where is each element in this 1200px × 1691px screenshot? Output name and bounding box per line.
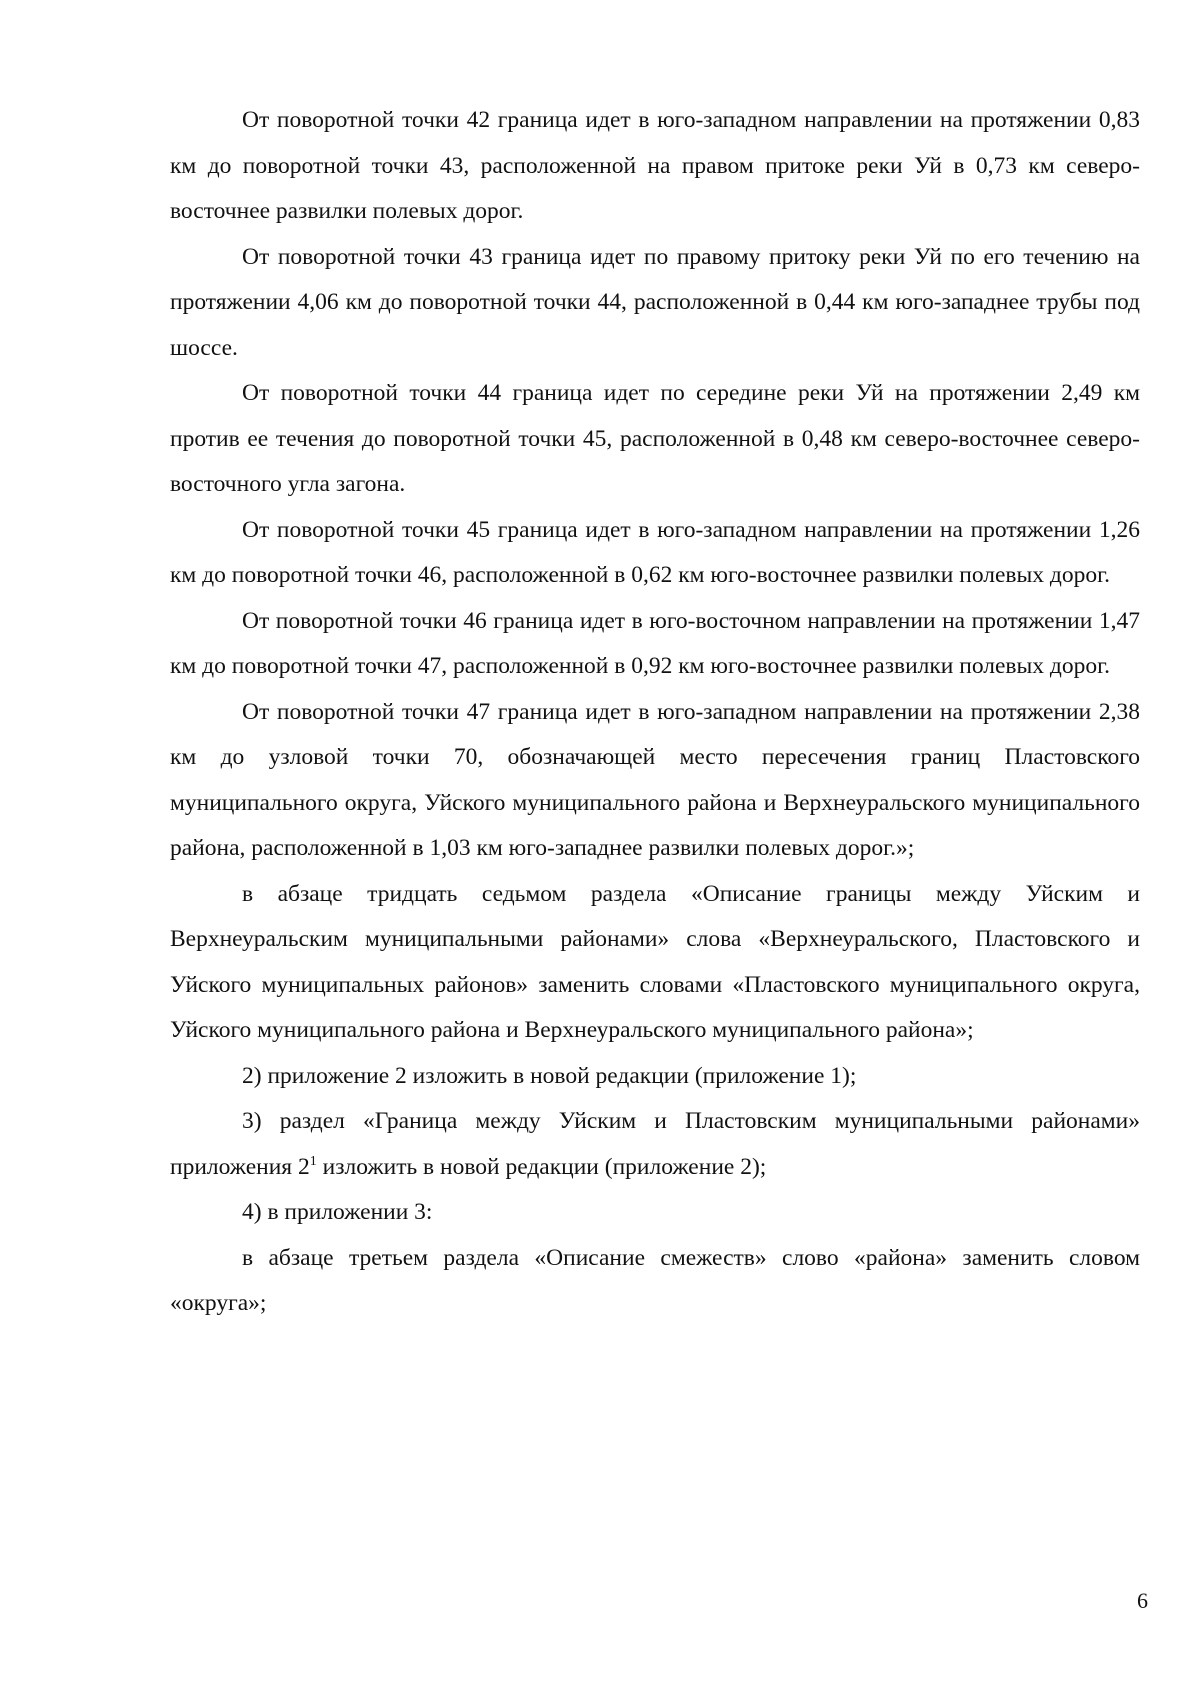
page-number: 6: [1137, 1588, 1148, 1613]
item-3-text: 3) раздел «Граница между Уйским и Пластовским муниципальными районами» приложения 2: [170, 1108, 1140, 1180]
paragraph-point-46: От поворотной точки 46 граница идет в юго-восточном направлении на протяжении 1,47 км до поворотной точки 47, расположенной в 0,92 км юго-восточнее развилки полевых дорог.: [170, 607, 1140, 679]
paragraph-item-3: [170, 1099, 1140, 1190]
item-3-text-end: изложить в новой редакции (приложение 2);: [316, 1153, 767, 1180]
appendix-superscript: 1: [309, 1153, 317, 1169]
paragraph-item-2: 2) приложение 2 изложить в новой редакции (приложение 1);: [242, 1062, 857, 1089]
paragraph-point-43: От поворотной точки 43 граница идет по правому притоку реки Уй по его течению на протяжении 4,06 км до поворотной точки 44, расположенной в 0,44 км юго-западнее трубы под шоссе.: [170, 243, 1140, 361]
paragraph-point-42: От поворотной точки 42 граница идет в юго-западном направлении на протяжении 0,83 км до поворотной точки 43, расположенной на правом притоке реки Уй в 0,73 км северо-восточнее развилки полевых дорог.: [170, 107, 1140, 224]
document-body: [170, 98, 1140, 1327]
paragraph-item-4: 4) в приложении 3:: [242, 1199, 433, 1225]
paragraph-section-37-amendment: в абзаце тридцать седьмом раздела «Описание границы между Уйским и Верхнеуральским муниципальными районами» слова «Верхнеуральского, Пластовского и Уйского муниципальных районов» заменить словами «Пластовского муниципального округа, Уйского муниципального района и Верхнеуральского муниципального района»;: [170, 880, 1140, 1043]
paragraph-point-45: От поворотной точки 45 граница идет в юго-западном направлении на протяжении 1,26 км до поворотной точки 46, расположенной в 0,62 км юго-восточнее развилки полевых дорог.: [170, 516, 1140, 588]
paragraph-point-47: От поворотной точки 47 граница идет в юго-западном направлении на протяжении 2,38 км до узловой точки 70, обозначающей место пересечения границ Пластовского муниципального округа, Уйского муниципального района и Верхнеуральского муниципального района, расположенной в 1,03 км юго-западнее развилки полевых дорог.»;: [170, 698, 1140, 861]
paragraph-point-44: От поворотной точки 44 граница идет по середине реки Уй на протяжении 2,49 км против ее течения до поворотной точки 45, расположенной в 0,48 км северо-восточнее северо-восточного угла загона.: [170, 380, 1140, 497]
paragraph-section-3-amendment: в абзаце третьем раздела «Описание смежеств» слово «района» заменить словом «округа»;: [170, 1244, 1140, 1316]
